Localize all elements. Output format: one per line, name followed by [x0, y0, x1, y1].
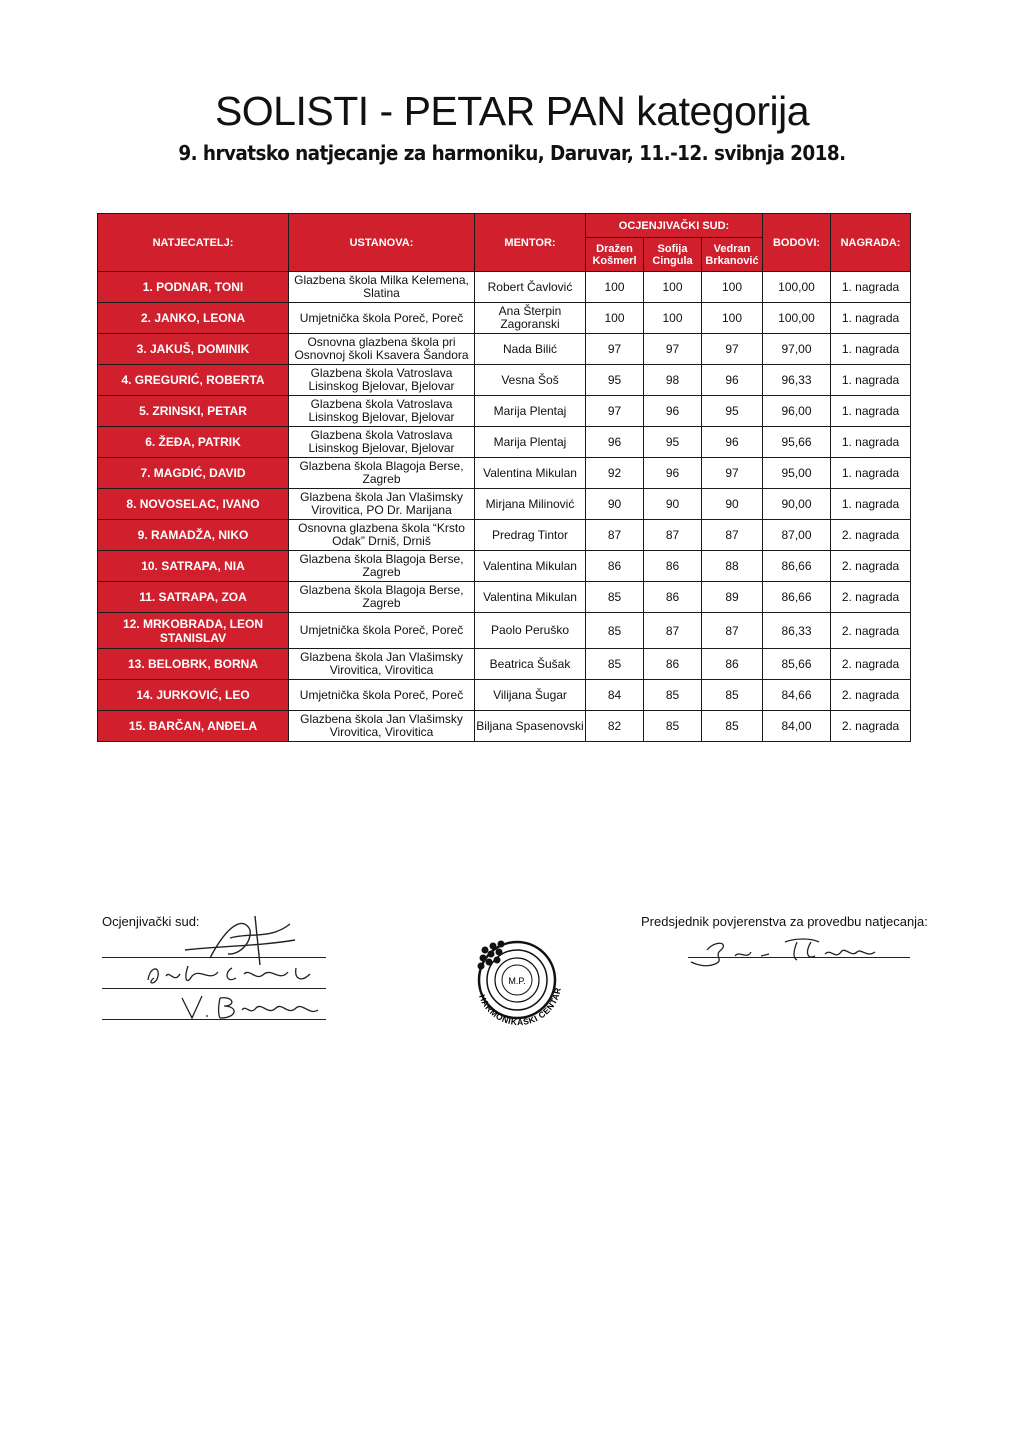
judge-3-score: 87 [702, 520, 763, 551]
table-row [98, 551, 911, 582]
mentor-cell: Valentina Mikulan [475, 551, 586, 582]
mentor-cell: Beatrica Šušak [475, 649, 586, 680]
mentor-cell: Nada Bilić [475, 334, 586, 365]
table-row [98, 303, 911, 334]
mentor-cell: Mirjana Milinović [475, 489, 586, 520]
points-cell: 100,00 [763, 303, 831, 334]
mentor-cell: Vilijana Šugar [475, 680, 586, 711]
judge-1-score: 82 [586, 711, 644, 742]
mentor-cell: Marija Plentaj [475, 427, 586, 458]
jury-signature-3 [176, 992, 326, 1024]
award-cell: 1. nagrada [831, 427, 911, 458]
header-jury: OCJENJIVAČKI SUD: [586, 214, 763, 238]
judge-2-score: 95 [644, 427, 702, 458]
institution-cell: Glazbena škola Jan Vlašimsky Virovitica, Virovitica [289, 649, 475, 680]
judge-3-score: 96 [702, 365, 763, 396]
contestant-name: 15. BARČAN, ANĐELA [98, 711, 289, 742]
table-row [98, 458, 911, 489]
contestant-name: 10. SATRAPA, NIA [98, 551, 289, 582]
mentor-cell: Robert Čavlović [475, 272, 586, 303]
header-award: NAGRADA: [831, 214, 911, 272]
contestant-name: 8. NOVOSELAC, IVANO [98, 489, 289, 520]
points-cell: 95,00 [763, 458, 831, 489]
points-cell: 84,66 [763, 680, 831, 711]
contestant-name: 7. MAGDIĆ, DAVID [98, 458, 289, 489]
judge-3-score: 95 [702, 396, 763, 427]
jury-label: Ocjenjivački sud: [102, 914, 200, 929]
contestant-name: 6. ŽEĐA, PATRIK [98, 427, 289, 458]
judge-2-score: 100 [644, 303, 702, 334]
judge-2-score: 96 [644, 396, 702, 427]
judge-2-score: 96 [644, 458, 702, 489]
judge-3-score: 97 [702, 334, 763, 365]
judge-2-score: 87 [644, 613, 702, 649]
table-row [98, 427, 911, 458]
points-cell: 86,66 [763, 582, 831, 613]
judge-3-score: 97 [702, 458, 763, 489]
judge-3-score: 86 [702, 649, 763, 680]
judge-3-score: 85 [702, 680, 763, 711]
judge-1-score: 96 [586, 427, 644, 458]
judge-1-score: 87 [586, 520, 644, 551]
results-table [97, 213, 911, 742]
judge-2-score: 100 [644, 272, 702, 303]
seal-ring-text: HARMONIKAŠKI CENTAR [477, 986, 563, 1028]
institution-cell: Osnovna glazbena škola pri Osnovnoj školi Ksavera Šandora [289, 334, 475, 365]
contestant-name: 13. BELOBRK, BORNA [98, 649, 289, 680]
judge-1-score: 84 [586, 680, 644, 711]
table-row [98, 582, 911, 613]
contestant-name: 9. RAMADŽA, NIKO [98, 520, 289, 551]
judge-3-score: 100 [702, 272, 763, 303]
header-judge-2: Sofija Cingula [644, 238, 702, 272]
judge-2-score: 90 [644, 489, 702, 520]
judge-2-score: 85 [644, 711, 702, 742]
judge-3-score: 89 [702, 582, 763, 613]
judge-1-score: 97 [586, 334, 644, 365]
table-row [98, 489, 911, 520]
points-cell: 96,00 [763, 396, 831, 427]
table-row [98, 272, 911, 303]
contestant-name: 14. JURKOVIĆ, LEO [98, 680, 289, 711]
institution-cell: Umjetnička škola Poreč, Poreč [289, 680, 475, 711]
table-row [98, 334, 911, 365]
judge-3-score: 90 [702, 489, 763, 520]
header-points: BODOVI: [763, 214, 831, 272]
points-cell: 87,00 [763, 520, 831, 551]
judge-3-score: 85 [702, 711, 763, 742]
institution-cell: Glazbena škola Vatroslava Lisinskog Bjelovar, Bjelovar [289, 396, 475, 427]
judge-1-score: 100 [586, 272, 644, 303]
contestant-name: 1. PODNAR, TONI [98, 272, 289, 303]
award-cell: 2. nagrada [831, 613, 911, 649]
harmonikaski-centar-seal [465, 930, 569, 1034]
table-row [98, 613, 911, 649]
judge-1-score: 85 [586, 613, 644, 649]
contestant-name: 5. ZRINSKI, PETAR [98, 396, 289, 427]
contestant-name: 3. JAKUŠ, DOMINIK [98, 334, 289, 365]
institution-cell: Umjetnička škola Poreč, Poreč [289, 613, 475, 649]
judge-1-score: 100 [586, 303, 644, 334]
judge-1-score: 92 [586, 458, 644, 489]
mentor-cell: Paolo Peruško [475, 613, 586, 649]
page-subtitle: 9. hrvatsko natjecanje za harmoniku, Daruvar, 11.-12. svibnja 2018. [178, 141, 846, 165]
judge-1-score: 85 [586, 649, 644, 680]
award-cell: 2. nagrada [831, 582, 911, 613]
judge-2-score: 85 [644, 680, 702, 711]
judge-3-score: 100 [702, 303, 763, 334]
judge-2-score: 97 [644, 334, 702, 365]
contestant-name: 12. MRKOBRADA, LEON STANISLAV [98, 613, 289, 649]
award-cell: 1. nagrada [831, 334, 911, 365]
institution-cell: Umjetnička škola Poreč, Poreč [289, 303, 475, 334]
header-judge-3: Vedran Brkanović [702, 238, 763, 272]
award-cell: 2. nagrada [831, 551, 911, 582]
judge-2-score: 86 [644, 582, 702, 613]
president-signature [685, 930, 885, 970]
table-row [98, 711, 911, 742]
points-cell: 84,00 [763, 711, 831, 742]
award-cell: 2. nagrada [831, 680, 911, 711]
award-cell: 1. nagrada [831, 303, 911, 334]
judge-1-score: 85 [586, 582, 644, 613]
award-cell: 1. nagrada [831, 365, 911, 396]
institution-cell: Glazbena škola Blagoja Berse, Zagreb [289, 551, 475, 582]
points-cell: 86,66 [763, 551, 831, 582]
mentor-cell: Valentina Mikulan [475, 458, 586, 489]
institution-cell: Glazbena škola Blagoja Berse, Zagreb [289, 458, 475, 489]
judge-3-score: 88 [702, 551, 763, 582]
award-cell: 1. nagrada [831, 272, 911, 303]
header-mentor: MENTOR: [475, 214, 586, 272]
contestant-name: 4. GREGURIĆ, ROBERTA [98, 365, 289, 396]
institution-cell: Glazbena škola Vatroslava Lisinskog Bjelovar, Bjelovar [289, 427, 475, 458]
institution-cell: Glazbena škola Blagoja Berse, Zagreb [289, 582, 475, 613]
institution-cell: Glazbena škola Milka Kelemena, Slatina [289, 272, 475, 303]
award-cell: 1. nagrada [831, 489, 911, 520]
contestant-name: 2. JANKO, LEONA [98, 303, 289, 334]
table-row [98, 520, 911, 551]
award-cell: 2. nagrada [831, 711, 911, 742]
judge-3-score: 87 [702, 613, 763, 649]
table-row [98, 365, 911, 396]
institution-cell: Osnovna glazbena škola “Krsto Odak” Drniš, Drniš [289, 520, 475, 551]
page-title: SOLISTI - PETAR PAN kategorija [214, 88, 810, 134]
points-cell: 85,66 [763, 649, 831, 680]
president-label: Predsjednik povjerenstva za provedbu natjecanja: [641, 914, 928, 929]
mentor-cell: Ana Šterpin Zagoranski [475, 303, 586, 334]
judge-1-score: 97 [586, 396, 644, 427]
contestant-name: 11. SATRAPA, ZOA [98, 582, 289, 613]
mentor-cell: Predrag Tintor [475, 520, 586, 551]
judge-1-score: 86 [586, 551, 644, 582]
mentor-cell: Biljana Spasenovski [475, 711, 586, 742]
judge-2-score: 86 [644, 551, 702, 582]
header-contestant: NATJECATELJ: [98, 214, 289, 272]
jury-signature-2 [140, 958, 320, 992]
mentor-cell: Marija Plentaj [475, 396, 586, 427]
mentor-cell: Vesna Šoš [475, 365, 586, 396]
judge-1-score: 90 [586, 489, 644, 520]
table-row [98, 396, 911, 427]
header-institution: USTANOVA: [289, 214, 475, 272]
points-cell: 95,66 [763, 427, 831, 458]
judge-2-score: 98 [644, 365, 702, 396]
table-row [98, 680, 911, 711]
award-cell: 1. nagrada [831, 396, 911, 427]
seal-center-text: M.P. [508, 976, 526, 986]
points-cell: 86,33 [763, 613, 831, 649]
points-cell: 96,33 [763, 365, 831, 396]
points-cell: 100,00 [763, 272, 831, 303]
institution-cell: Glazbena škola Jan Vlašimsky Virovitica, Virovitica [289, 711, 475, 742]
judge-2-score: 87 [644, 520, 702, 551]
judge-1-score: 95 [586, 365, 644, 396]
institution-cell: Glazbena škola Vatroslava Lisinskog Bjelovar, Bjelovar [289, 365, 475, 396]
header-judge-1: Dražen Košmerl [586, 238, 644, 272]
judge-2-score: 86 [644, 649, 702, 680]
judge-3-score: 96 [702, 427, 763, 458]
award-cell: 2. nagrada [831, 649, 911, 680]
table-row [98, 649, 911, 680]
mentor-cell: Valentina Mikulan [475, 582, 586, 613]
points-cell: 90,00 [763, 489, 831, 520]
award-cell: 2. nagrada [831, 520, 911, 551]
points-cell: 97,00 [763, 334, 831, 365]
award-cell: 1. nagrada [831, 458, 911, 489]
institution-cell: Glazbena škola Jan Vlašimsky Virovitica, PO Dr. Marijana [289, 489, 475, 520]
